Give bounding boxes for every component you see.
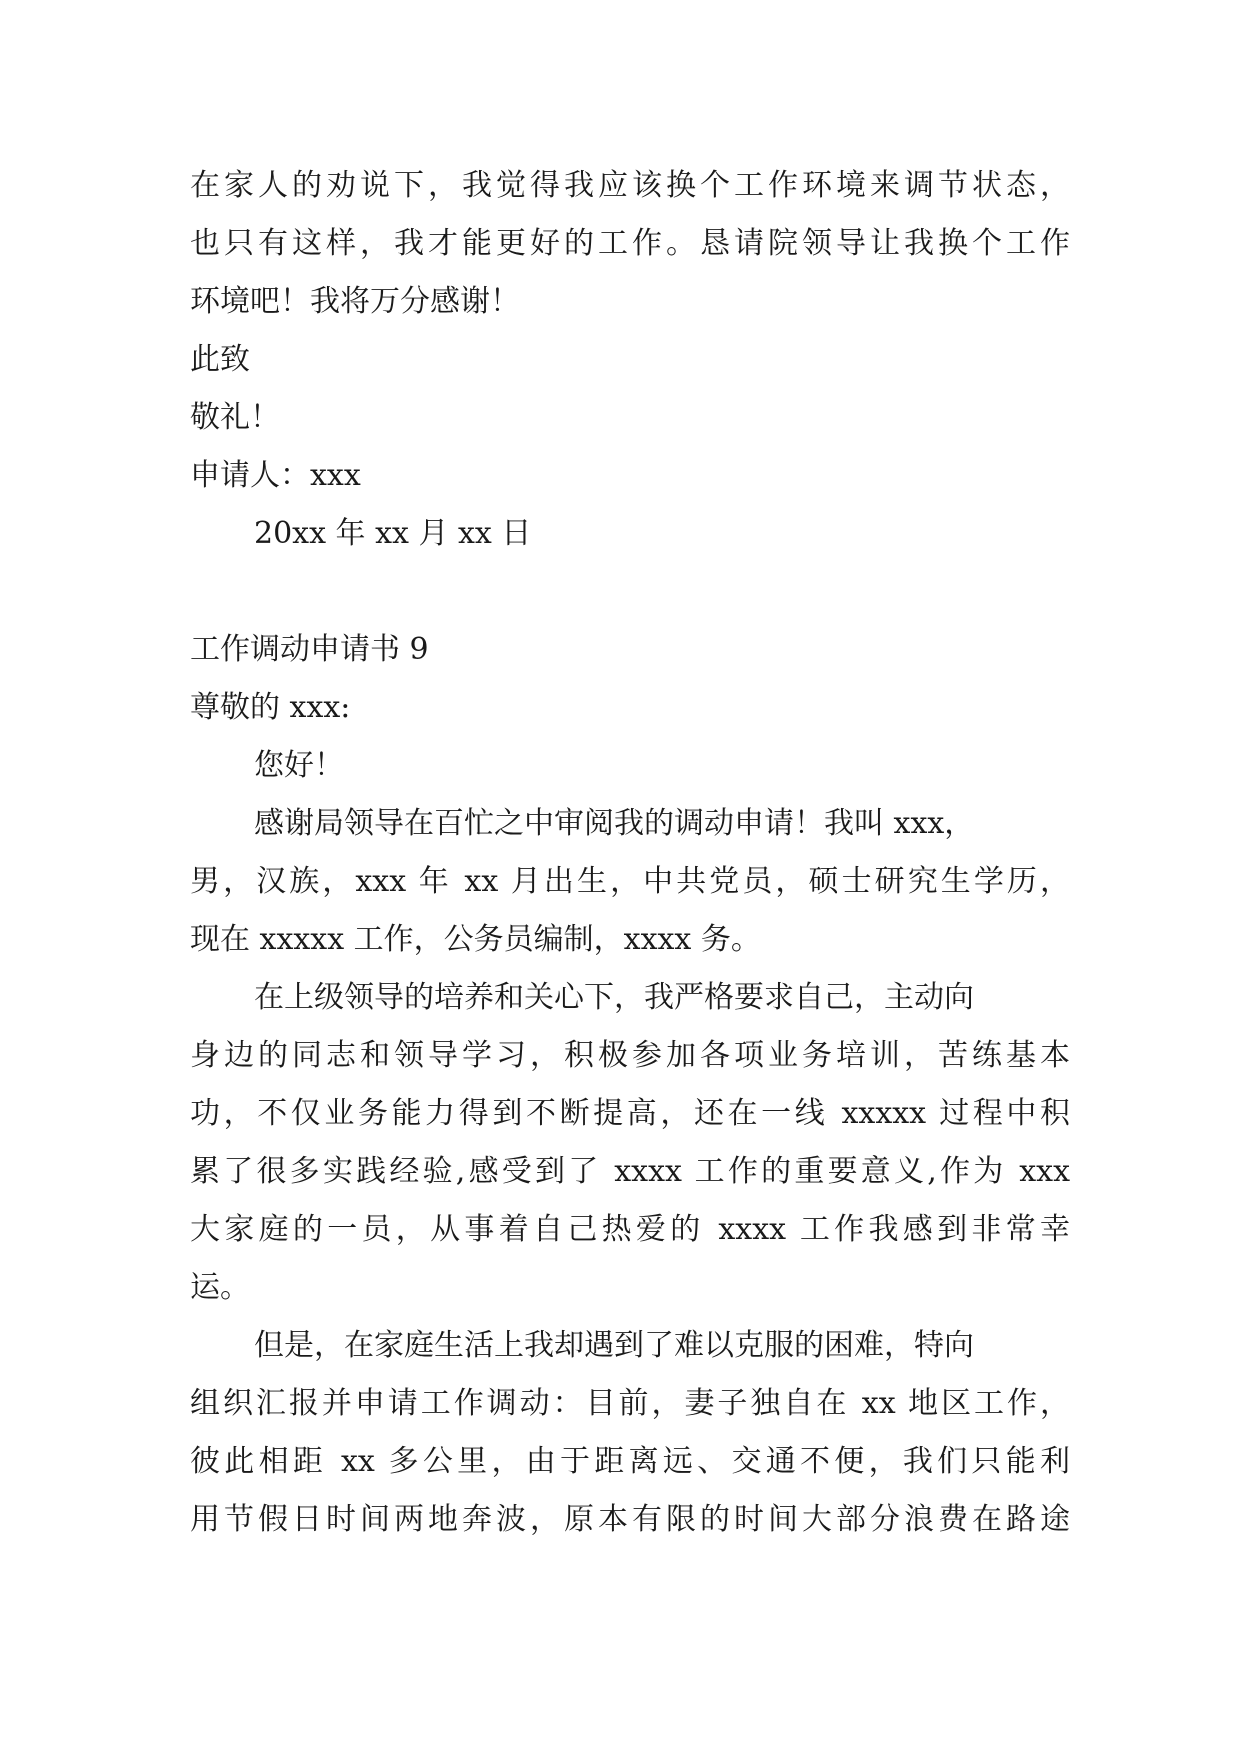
text-line: 功，不仅业务能力得到不断提高，还在一线 xxxxx 过程中积: [190, 1096, 1070, 1131]
text-line: 感谢局领导在百忙之中审阅我的调动申请！我叫 xxx，: [254, 806, 975, 841]
applicant-line: 申请人：xxx: [190, 458, 361, 493]
text-line: 累了很多实践经验,感受到了 xxxx 工作的重要意义,作为 xxx: [190, 1154, 1070, 1189]
text-line: 彼此相距 xx 多公里，由于距离远、交通不便，我们只能利: [190, 1444, 1070, 1479]
text-line: 组织汇报并申请工作调动：目前，妻子独自在 xx 地区工作，: [190, 1386, 1070, 1421]
text-line: 运。: [190, 1270, 250, 1305]
paragraph-1: [190, 795, 1070, 969]
date-line: 20xx 年 xx 月 xx 日: [254, 516, 532, 551]
text-line: 身边的同志和领导学习，积极参加各项业务培训，苦练基本: [190, 1038, 1070, 1073]
text-line: 在家人的劝说下，我觉得我应该换个工作环境来调节状态，: [190, 168, 1070, 203]
text-line: 现在 xxxxx 工作，公务员编制，xxxx 务。: [190, 922, 761, 957]
document-body: [190, 157, 1070, 1549]
section-gap: [190, 563, 1070, 621]
paragraph-2: [190, 969, 1070, 1317]
text-line: 大家庭的一员，从事着自己热爱的 xxxx 工作我感到非常幸: [190, 1212, 1070, 1247]
text-line: 但是，在家庭生活上我却遇到了难以克服的困难，特向: [254, 1328, 974, 1363]
section-title: 工作调动申请书 9: [190, 632, 429, 667]
text-line: 也只有这样，我才能更好的工作。恳请院领导让我换个工作: [190, 226, 1070, 261]
text-line: 环境吧！我将万分感谢！: [190, 284, 520, 319]
text-line: 在上级领导的培养和关心下，我严格要求自己，主动向: [254, 980, 974, 1015]
top-paragraph: [190, 157, 1070, 331]
text-line: 男，汉族，xxx 年 xx 月出生，中共党员，硕士研究生学历，: [190, 864, 1070, 899]
text-line: 用节假日时间两地奔波，原本有限的时间大部分浪费在路途: [190, 1502, 1070, 1537]
paragraph-3: [190, 1317, 1070, 1549]
closing-line-1: 此致: [190, 342, 250, 377]
closing-line-2: 敬礼！: [190, 400, 280, 435]
greeting: 您好！: [254, 748, 344, 783]
salutation: 尊敬的 xxx:: [190, 690, 351, 725]
